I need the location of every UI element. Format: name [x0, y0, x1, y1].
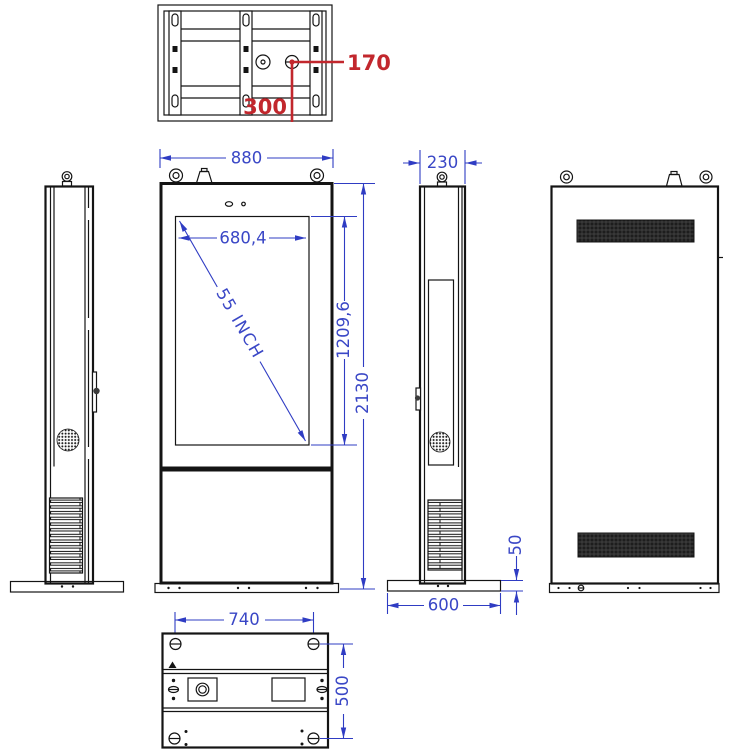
speaker-icon: [57, 429, 79, 451]
front-view: [155, 149, 375, 593]
dim-text-300: 300: [243, 95, 287, 119]
bottom-view: [163, 610, 354, 748]
hinge-mark: [87, 318, 90, 330]
door-lock-icon: [93, 372, 100, 412]
side-view-left: [11, 172, 124, 592]
hinge-mark: [87, 208, 90, 220]
vesa-hole-icon: [256, 55, 270, 69]
top-vent-grille: [577, 220, 694, 242]
top-view: [158, 5, 391, 122]
vent-louvers: [428, 500, 462, 570]
screen-diagonal-label: 55 INCH: [212, 285, 268, 362]
mounting-rail-left: [169, 11, 181, 115]
dim-text-50: 50: [506, 534, 525, 556]
vent-louvers: [50, 498, 83, 573]
eyebolt-icon: [700, 171, 712, 183]
dim-text-2130: 2130: [353, 372, 372, 414]
eyebolt-icon: [437, 172, 447, 186]
antenna-icon: [197, 169, 213, 184]
door-lock-icon: [415, 388, 421, 410]
side-view-right: [388, 150, 526, 615]
dim-text-600: 600: [427, 595, 460, 615]
eyebolt-icon: [561, 171, 573, 183]
cabinet-outline: [552, 187, 719, 584]
eyebolt-icon: [170, 169, 183, 182]
cabinet-divider: [161, 467, 332, 472]
dimension-880: [160, 149, 333, 169]
speaker-icon: [430, 432, 450, 452]
base-plate: [155, 584, 339, 593]
antenna-icon: [667, 172, 683, 187]
base-plate: [550, 584, 720, 593]
dim-text-740: 740: [228, 610, 260, 629]
dim-text-170: 170: [347, 51, 391, 75]
dimension-total-height: [334, 184, 375, 590]
eyebolt-icon: [311, 169, 324, 182]
dim-text-1209-6: 1209,6: [334, 301, 353, 359]
dim-text-230: 230: [426, 153, 459, 172]
back-view: [550, 171, 724, 593]
dim-text-880: 880: [230, 148, 263, 168]
dim-text-680-4: 680,4: [219, 228, 267, 248]
hinge-mark: [87, 447, 90, 459]
dim-text-500: 500: [333, 675, 352, 707]
eyebolt-icon: [62, 172, 72, 186]
bottom-vent-grille: [578, 533, 694, 557]
dimension-base-depth-600: [388, 593, 501, 615]
dimension-base-height-50: [501, 535, 525, 616]
